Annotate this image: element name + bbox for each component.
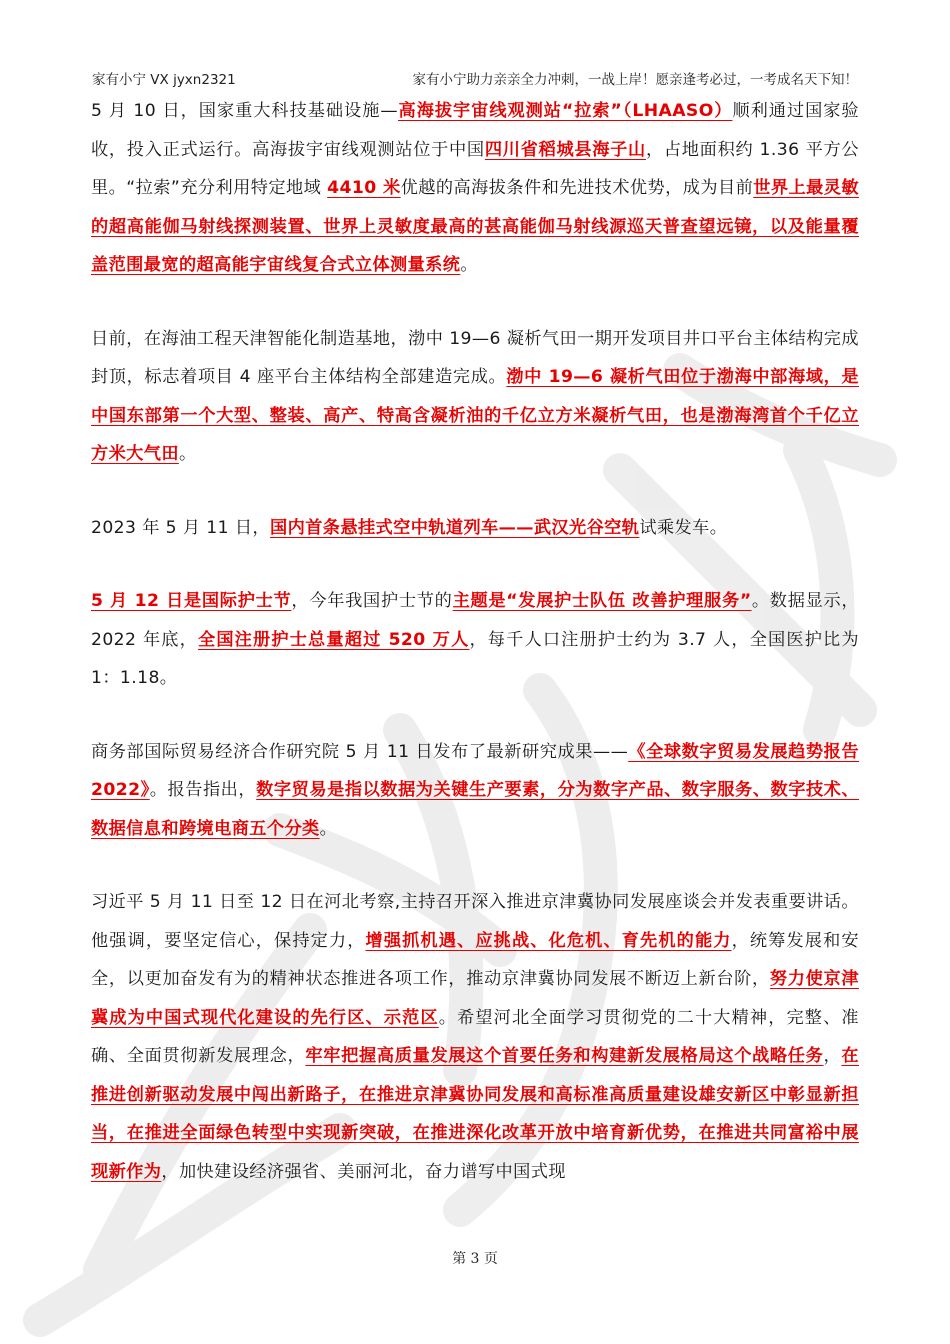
highlight-run: 渤中 19—6 凝析气田位于渤海中部海域，是中国东部第一个大型、整装、高产、特高含凝析油的千亿立方米凝析气田，也是渤海湾首个千亿立方米大气田 [91, 367, 859, 464]
text-run: 试乘发车。 [639, 517, 728, 538]
text-run: ，占地面积约 1.36 平方公里。“拉索”充分利用特定地域 [91, 139, 859, 198]
header-right-text: 家有小宁助力亲亲全力冲刺，一战上岸！愿亲逢考必过，一考成名天下知！ [412, 72, 858, 88]
text-run: 。 [460, 255, 478, 275]
text-run: 。报告指出， [149, 780, 257, 800]
paragraph-lhaaso [91, 92, 859, 285]
text-run: 2023 年 5 月 11 日， [91, 517, 271, 538]
paragraph-gap [91, 698, 859, 733]
article-body [91, 92, 859, 1191]
text-run: 。希望河北全面学习贯彻党的二十大精神，完整、准确、全面贯彻新发展理念， [91, 1007, 859, 1066]
text-run: 。数据显示，2022 年底， [91, 591, 859, 650]
paragraph-jingjinji [91, 883, 859, 1191]
text-run: 5 月 10 日，国家重大科技基础设施— [91, 101, 398, 121]
highlight-run: 国内首条悬挂式空中轨道列车——武汉光谷空轨 [270, 517, 640, 538]
paragraph-gap [91, 474, 859, 509]
text-run: 。 [319, 818, 338, 839]
paragraph-gap [91, 285, 859, 320]
text-run: ，加快建设经济强省、美丽河北，奋力谱写中国式现 [161, 1161, 566, 1182]
paragraph-wuhan-skyrail [91, 509, 859, 548]
paragraph-gap [91, 547, 859, 582]
highlight-run: 牢牢把握高质量发展这个首要任务和构建新发展格局这个战略任务 [305, 1046, 824, 1066]
highlight-run: 全国注册护士总量超过 520 万人 [198, 629, 470, 650]
highlight-run: 4410 米 [327, 178, 401, 198]
text-run: ，每千人口注册护士约为 3.7 人，全国医护比为 1：1.18。 [91, 629, 859, 688]
paragraph-nurses-day [91, 582, 859, 698]
highlight-run: 高海拔宇宙线观测站“拉索”（LHAASO） [397, 101, 733, 121]
highlight-run: 主题是“发展护士队伍 改善护理服务” [452, 591, 752, 611]
header-left-text: 家有小宁 VX jyxn2321 [92, 72, 236, 88]
highlight-run: 数字贸易是指以数据为关键生产要素，分为数字产品、数字服务、数字技术、数据信息和跨境电商五个分类 [91, 780, 860, 839]
paragraph-gap [91, 848, 859, 883]
text-run: 优越的高海拔条件和先进技术优势，成为目前 [400, 178, 754, 198]
highlight-run: 5 月 12 日是国际护士节 [91, 591, 292, 611]
page-number: 第 3 页 [452, 1251, 498, 1267]
paragraph-digital-trade [91, 733, 859, 849]
highlight-run: 《全球数字贸易发展趋势报告 2022》 [91, 741, 860, 800]
text-run: 顺利通过国家验收，投入正式运行。高海拔宇宙线观测站位于中国 [91, 101, 859, 160]
text-run: ，今年我国护士节的 [291, 591, 453, 611]
text-run: 。 [178, 444, 197, 464]
highlight-run: 在推进创新驱动发展中闯出新路子，在推进京津冀协同发展和高标准高质量建设雄安新区中彰显新担当，在推进全面绿色转型中实现新突破，在推进深化改革开放中培育新优势，在推进共同富裕中展现新作为 [91, 1046, 859, 1182]
highlight-run: 世界上最灵敏的超高能伽马射线探测装置、世界上灵敏度最高的甚高能伽马射线源巡天普查望远镜，以及能量覆盖范围最宽的超高能宇宙线复合式立体测量系统 [91, 178, 859, 275]
text-run: 习近平 5 月 11 日至 12 日在河北考察,主持召开深入推进京津冀协同发展座谈会并发表重要讲话。他强调，要坚定信心，保持定力， [91, 892, 859, 951]
highlight-run: 增强抓机遇、应挑战、化危机、育先机的能力 [365, 930, 732, 951]
highlight-run: 努力使京津冀成为中国式现代化建设的先行区、示范区 [91, 969, 859, 1028]
text-run: ， [823, 1046, 842, 1066]
page-header [92, 68, 858, 90]
text-run: 商务部国际贸易经济合作研究院 5 月 11 日发布了最新研究成果—— [91, 741, 629, 762]
paragraph-bozhong-gas-field [91, 320, 859, 474]
text-run: ，统筹发展和安全，以更加奋发有为的精神状态推进各项工作，推动京津冀协同发展不断迈上新台阶， [91, 930, 859, 989]
text-run: 日前，在海油工程天津智能化制造基地，渤中 19—6 凝析气田一期开发项目井口平台主体结构完成封顶，标志着项目 4 座平台主体结构全部建造完成。 [91, 328, 859, 387]
highlight-run: 四川省稻城县海子山 [484, 139, 646, 160]
